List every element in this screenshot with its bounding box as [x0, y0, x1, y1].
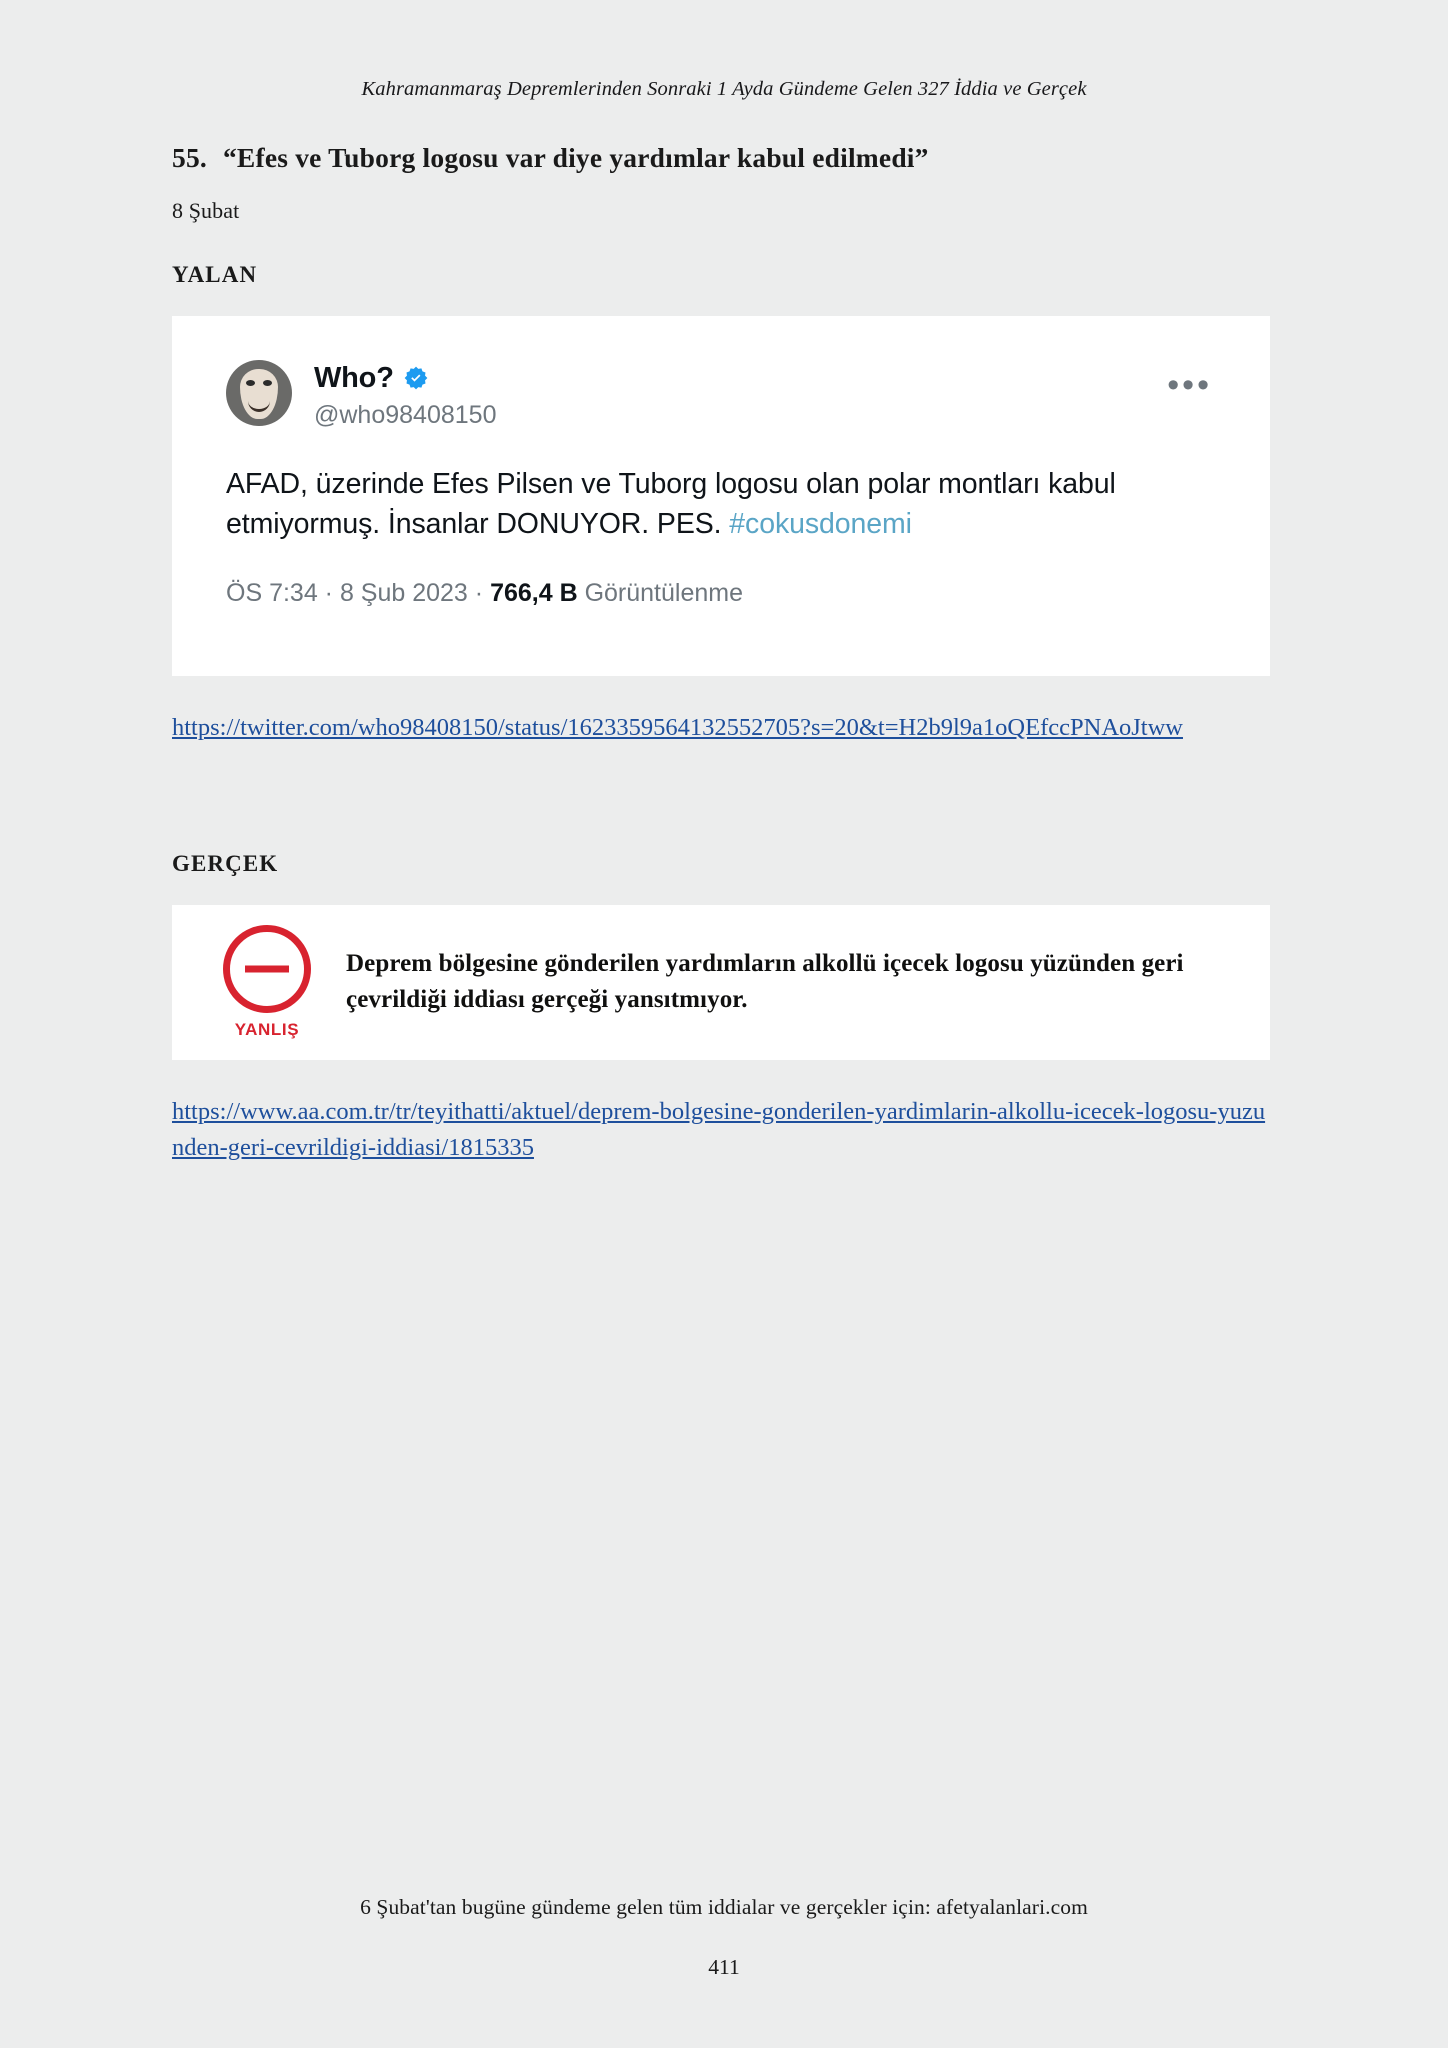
- claim-title: “Efes ve Tuborg logosu var diye yardımlar kabul edilmedi”: [222, 142, 929, 173]
- page-content: [172, 140, 1277, 1167]
- tweet-timestamp: ÖS 7:34 · 8 Şub 2023 ·: [226, 578, 491, 607]
- footer-note: 6 Şubat'tan bugüne gündeme gelen tüm iddialar ve gerçekler için: afetyalanlari.com: [360, 1895, 1088, 1919]
- avatar: [226, 360, 292, 426]
- claim-number: 55.: [172, 142, 207, 173]
- tweet-text: [226, 464, 1216, 545]
- tweet-author-block: [314, 360, 496, 430]
- tweet-display-name: Who?: [314, 361, 394, 394]
- verdict-false-label: YALAN: [172, 261, 258, 287]
- source-link-true[interactable]: https://www.aa.com.tr/tr/teyithatti/aktuel/deprem-bolgesine-gonderilen-yardimlarin-alkollu-icecek-logosu-yuzunden-geri-cevrildigi-iddiasi/1815335: [172, 1097, 1266, 1162]
- fact-check-screenshot: [172, 905, 1270, 1060]
- tweet-text-main: AFAD, üzerinde Efes Pilsen ve Tuborg logosu olan polar montları kabul etmiyormuş. İnsanlar DONUYOR. PES.: [226, 467, 1116, 541]
- tweet-views-count: 766,4 B: [490, 578, 578, 607]
- tweet-screenshot: [172, 316, 1270, 676]
- no-entry-badge: [212, 925, 322, 1040]
- verdict-true-label: GERÇEK: [172, 850, 279, 876]
- page-number: 411: [708, 1955, 740, 1979]
- running-head: Kahramanmaraş Depremlerinden Sonraki 1 Ayda Gündeme Gelen 327 İddia ve Gerçek: [361, 78, 1087, 100]
- tweet-header: [226, 360, 1216, 430]
- no-entry-label: YANLIŞ: [234, 1019, 300, 1039]
- tweet-handle: @who98408150: [314, 400, 497, 429]
- source-link-false[interactable]: https://twitter.com/who98408150/status/1623359564132552705?s=20&t=H2b9l9a1oQEfccPNAoJtww: [172, 713, 1183, 741]
- fact-check-text: Deprem bölgesine gönderilen yardımların alkollü içecek logosu yüzünden geri çevrildiği iddiası gerçeği yansıtmıyor.: [346, 949, 1184, 1013]
- source-link-false-block: [172, 710, 1277, 747]
- tweet-views-label: Görüntülenme: [577, 578, 743, 607]
- no-entry-icon: [223, 925, 311, 1013]
- tweet-meta: [226, 579, 1216, 608]
- verified-badge-icon: [403, 365, 429, 391]
- tweet-hashtag[interactable]: #cokusdonemi: [729, 508, 912, 541]
- source-link-true-block: [172, 1094, 1277, 1168]
- more-options-icon[interactable]: •••: [1167, 365, 1212, 404]
- claim-heading: [172, 140, 1277, 176]
- claim-date: 8 Şubat: [172, 197, 240, 223]
